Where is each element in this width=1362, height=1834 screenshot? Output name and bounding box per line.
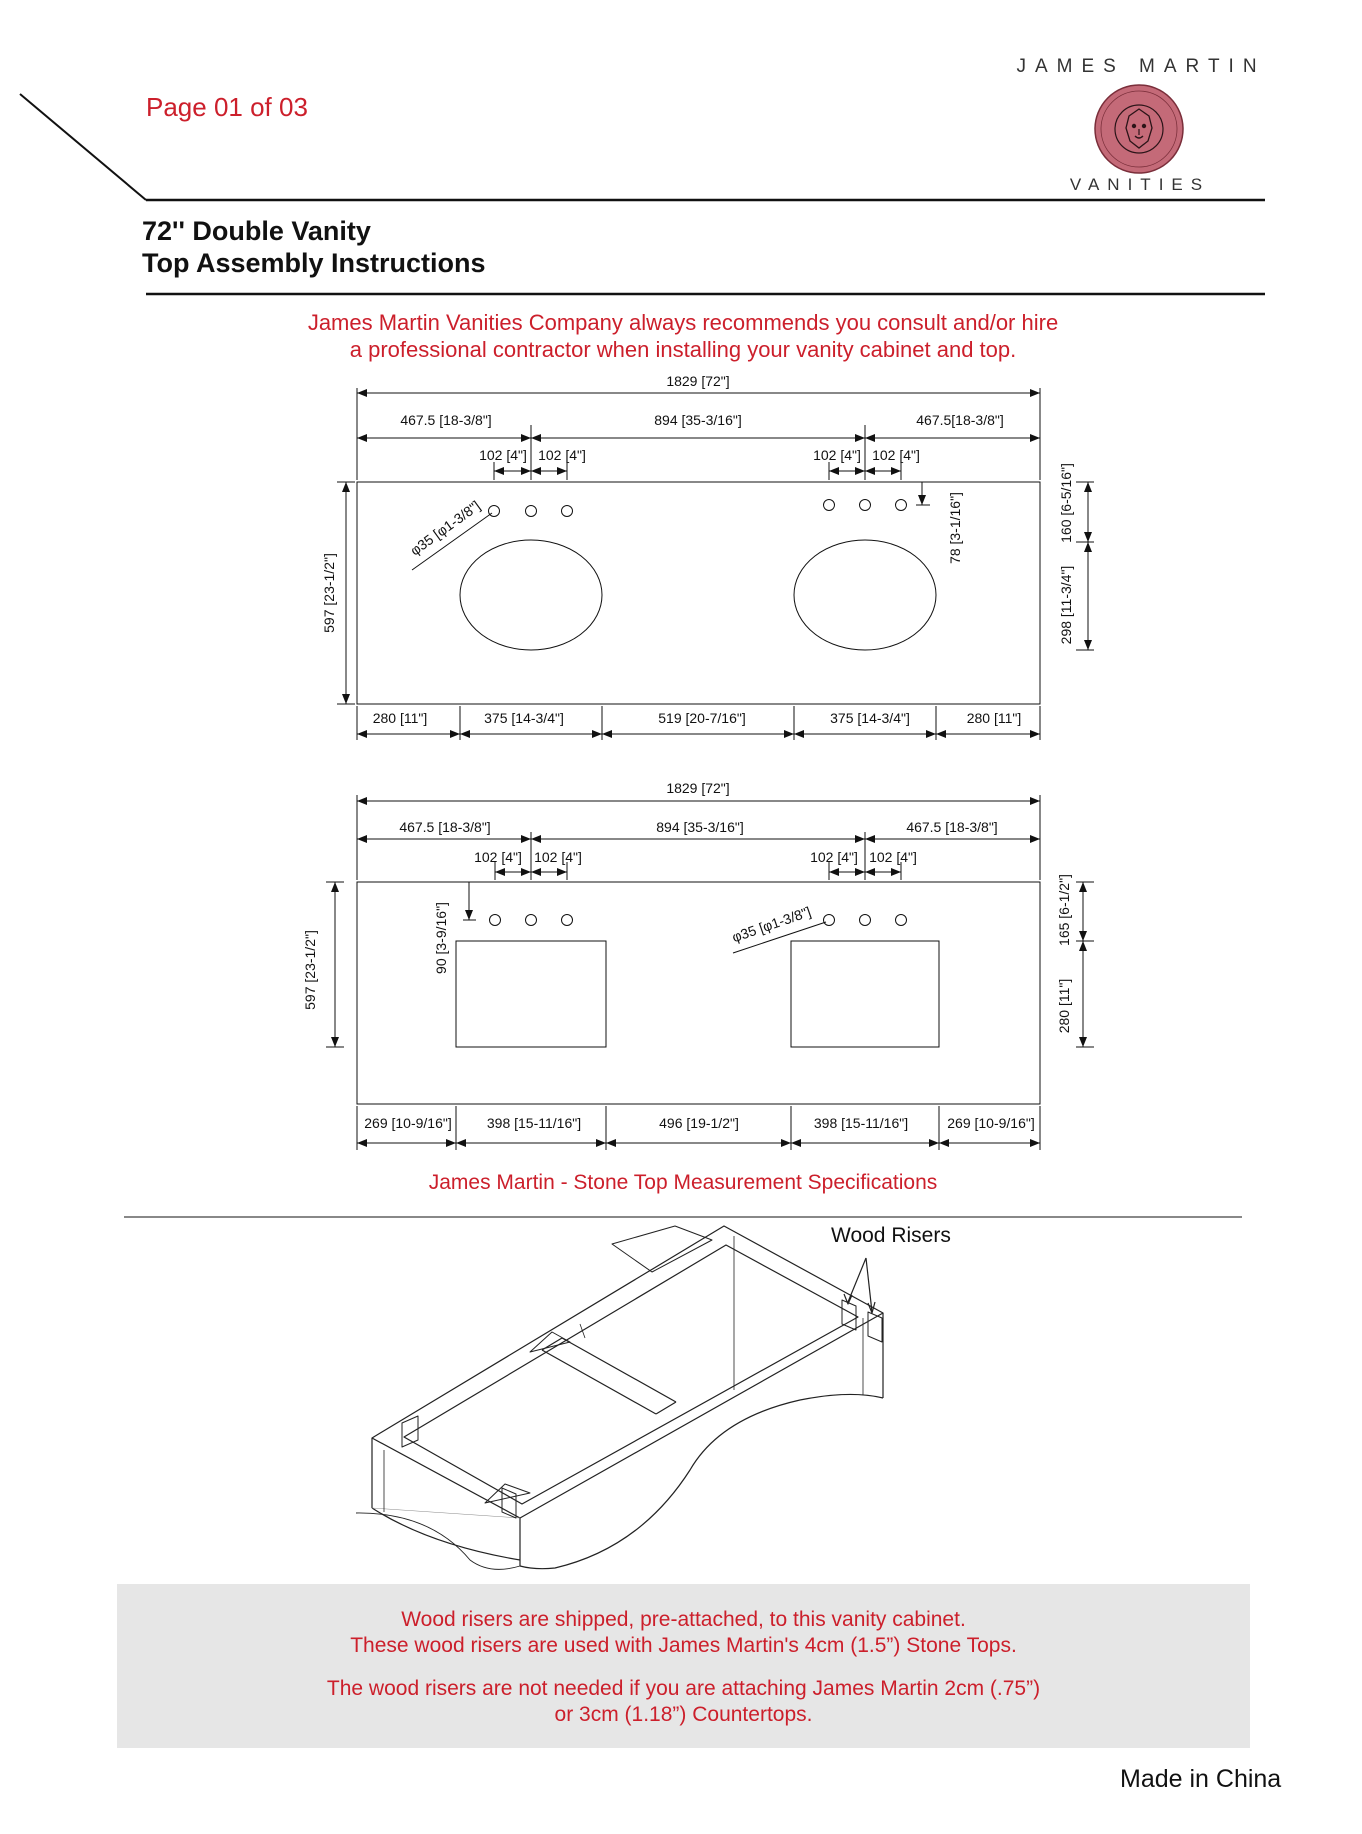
note-line-3: The wood risers are not needed if you are attaching James Martin 2cm (.75”): [326, 1677, 1041, 1700]
dim-overall: 1829 [72"]: [666, 780, 730, 796]
drawing-rect-sinks-labels: [302, 780, 1072, 1131]
note-line-4: or 3cm (1.18”) Countertops.: [554, 1703, 813, 1726]
dim-bottom-segment: 496 [19-1/2"]: [659, 1115, 739, 1131]
dim-hole-offset: 78 [3-1/16"]: [947, 492, 963, 564]
drawing-oval-sinks: [337, 388, 1094, 740]
faucet-hole: [526, 506, 537, 517]
dim-overall: 1829 [72"]: [666, 373, 730, 389]
dim-hole-spacing: 102 [4"]: [810, 849, 858, 865]
dim-bottom-segment: 280 [11"]: [966, 710, 1022, 726]
dim-hole-offset: 90 [3-9/16"]: [433, 902, 449, 974]
dim-bottom-segment: 280 [11"]: [372, 710, 428, 726]
dim-right-top: 160 [6-5/16"]: [1058, 463, 1074, 543]
note-line-1: Wood risers are shipped, pre-attached, to this vanity cabinet.: [401, 1608, 966, 1631]
brand-subtitle: VANITIES: [1069, 175, 1211, 194]
dim-hole-spacing: 102 [4"]: [479, 447, 527, 463]
document-subtitle: Top Assembly Instructions: [142, 248, 486, 278]
faucet-hole: [526, 915, 537, 926]
faucet-hole: [824, 500, 835, 511]
header-rules: [20, 94, 1265, 1217]
made-in-label: Made in China: [1120, 1765, 1282, 1793]
dim-center: 894 [35-3/16"]: [654, 412, 742, 428]
dim-right-edge: 467.5[18-3/8"]: [916, 412, 1004, 428]
wood-risers-label: Wood Risers: [831, 1224, 951, 1247]
dim-depth: 597 [23-1/2"]: [302, 930, 318, 1010]
dim-left-edge: 467.5 [18-3/8"]: [400, 412, 492, 428]
faucet-hole: [824, 915, 835, 926]
dim-hole-spacing: 102 [4"]: [869, 849, 917, 865]
cabinet-isometric-drawing: [356, 1226, 883, 1569]
faucet-hole: [562, 915, 573, 926]
dim-right-bottom: 298 [11-3/4"]: [1058, 565, 1074, 645]
brand-name: JAMES MARTIN: [1016, 56, 1266, 77]
dim-hole-spacing: 102 [4"]: [538, 447, 586, 463]
drawing-oval-sinks-labels: [321, 373, 1074, 726]
dim-bottom-segment: 269 [10-9/16"]: [364, 1115, 452, 1131]
faucet-hole: [860, 500, 871, 511]
dim-center: 894 [35-3/16"]: [656, 819, 744, 835]
dim-hole-spacing: 102 [4"]: [534, 849, 582, 865]
dim-bottom-segment: 269 [10-9/16"]: [947, 1115, 1035, 1131]
dim-bottom-segment: 398 [15-11/16"]: [486, 1115, 582, 1131]
dim-right-top: 165 [6-1/2"]: [1056, 874, 1072, 946]
dim-bottom-segment: 398 [15-11/16"]: [813, 1115, 909, 1131]
right-oval-sink: [794, 540, 936, 650]
dim-right-bottom: 280 [11"]: [1056, 978, 1072, 1034]
dim-left-edge: 467.5 [18-3/8"]: [399, 819, 491, 835]
faucet-hole: [860, 915, 871, 926]
dim-hole-spacing: 102 [4"]: [872, 447, 920, 463]
dim-bottom-segment: 375 [14-3/4"]: [830, 710, 910, 726]
dim-hole-spacing: 102 [4"]: [813, 447, 861, 463]
note-line-2: These wood risers are used with James Martin's 4cm (1.5”) Stone Tops.: [350, 1634, 1017, 1657]
faucet-hole: [490, 915, 501, 926]
right-rect-sink: [791, 941, 939, 1047]
left-oval-sink: [460, 540, 602, 650]
faucet-hole: [896, 500, 907, 511]
dim-bottom-segment: 519 [20-7/16"]: [658, 710, 746, 726]
dim-bottom-segment: 375 [14-3/4"]: [484, 710, 564, 726]
dim-right-edge: 467.5 [18-3/8"]: [906, 819, 998, 835]
left-rect-sink: [456, 941, 606, 1047]
dim-hole-diameter: φ35 [φ1-3/8"]: [407, 497, 484, 559]
faucet-hole: [896, 915, 907, 926]
advice-line-2: a professional contractor when installing your vanity cabinet and top.: [349, 337, 1017, 362]
page-number: Page 01 of 03: [146, 92, 308, 122]
document-title: 72'' Double Vanity: [142, 216, 371, 246]
specs-caption: James Martin - Stone Top Measurement Specifications: [428, 1171, 938, 1194]
dim-hole-diameter: φ35 [φ1-3/8"]: [729, 903, 813, 946]
faucet-hole: [562, 506, 573, 517]
countertop-outline: [357, 882, 1040, 1104]
advice-line-1: James Martin Vanities Company always recommends you consult and/or hire: [307, 310, 1059, 335]
dim-depth: 597 [23-1/2"]: [321, 553, 337, 633]
riser-notes-box: [117, 1584, 1250, 1748]
dim-hole-spacing: 102 [4"]: [474, 849, 522, 865]
